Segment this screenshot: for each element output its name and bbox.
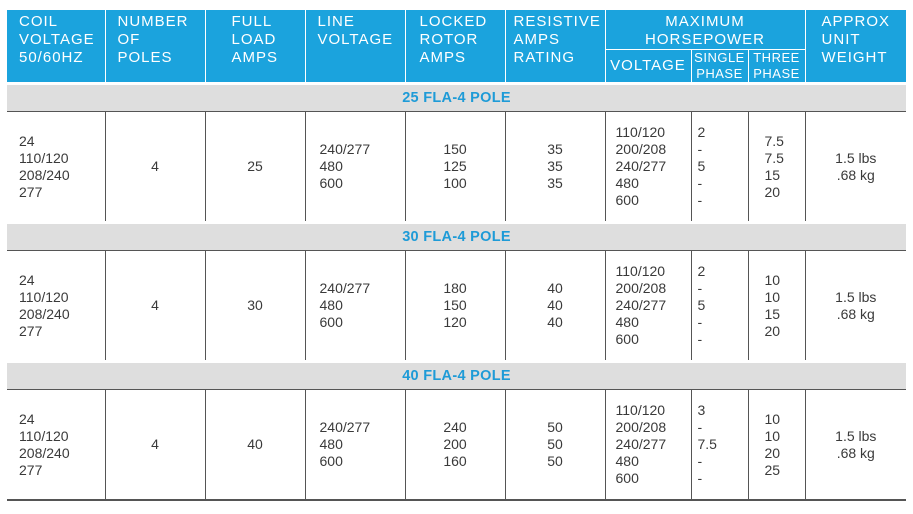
header-maximum-horsepower: MAXIMUM HORSEPOWER (605, 10, 805, 50)
line-voltage-value: 240/277 (319, 419, 371, 435)
three-phase-value: 7.5 (764, 149, 784, 166)
single-phase-value: - (697, 331, 703, 347)
three-phase-value: 20 (764, 444, 781, 461)
weight-value: 1.5 lbs (835, 288, 877, 305)
three-phase-value: 20 (764, 322, 781, 339)
section-header-row (7, 84, 906, 112)
section-title: 30 FLA-4 POLE (7, 223, 906, 251)
hp-voltage-value: 240/277 (615, 297, 667, 313)
hp-voltage-value: 240/277 (615, 436, 667, 452)
single-phase-value: - (697, 453, 703, 469)
hp-voltage-value: 110/120 (615, 124, 666, 140)
three-phase-value: 10 (764, 410, 781, 427)
three-phase-value: 20 (764, 183, 781, 200)
poles-cell: 4 (105, 112, 205, 223)
full-load-amps-cell: 40 (205, 390, 305, 501)
single-phase-value: 5 (697, 297, 706, 313)
single-phase-value: 7.5 (697, 436, 717, 452)
locked-rotor-cell (405, 251, 505, 362)
line-voltage-cell (305, 390, 405, 501)
three-phase-cell (748, 112, 805, 223)
full-load-amps-cell: 25 (205, 112, 305, 223)
line-voltage-value: 240/277 (319, 141, 371, 157)
table-row (7, 251, 906, 362)
weight-value: .68 kg (836, 166, 875, 183)
three-phase-value: 10 (764, 288, 781, 305)
coil-voltage-value: 110/120 (19, 427, 69, 444)
line-voltage-value: 600 (319, 175, 343, 191)
locked-rotor-value: 150 (443, 297, 467, 313)
resistive-amps-value: 50 (547, 453, 563, 469)
hp-voltage-value: 600 (615, 192, 639, 208)
resistive-amps-cell (505, 112, 605, 223)
weight-cell (805, 251, 906, 362)
single-phase-cell (691, 112, 748, 223)
locked-rotor-value: 160 (443, 453, 467, 469)
locked-rotor-cell (405, 112, 505, 223)
three-phase-value: 15 (764, 166, 781, 183)
hp-voltage-value: 480 (615, 314, 639, 330)
coil-voltage-value: 208/240 (19, 305, 70, 322)
resistive-amps-value: 50 (547, 436, 563, 452)
resistive-amps-cell (505, 251, 605, 362)
hp-voltage-cell (605, 251, 691, 362)
hp-voltage-value: 110/120 (615, 263, 666, 279)
weight-value: 1.5 lbs (835, 427, 877, 444)
line-voltage-cell (305, 251, 405, 362)
coil-voltage-value: 208/240 (19, 444, 70, 461)
line-voltage-cell (305, 112, 405, 223)
header-line-voltage: LINE VOLTAGE (305, 10, 405, 84)
coil-voltage-value: 208/240 (19, 166, 70, 183)
hp-voltage-value: 240/277 (615, 158, 667, 174)
three-phase-cell (748, 390, 805, 501)
single-phase-value: - (697, 280, 703, 296)
table-row (7, 390, 906, 501)
coil-voltage-value: 110/120 (19, 149, 69, 166)
weight-value: .68 kg (836, 444, 875, 461)
single-phase-value: 2 (697, 263, 706, 279)
weight-value: 1.5 lbs (835, 149, 877, 166)
coil-voltage-value: 277 (19, 183, 43, 200)
coil-voltage-value: 277 (19, 322, 43, 339)
locked-rotor-value: 150 (443, 141, 467, 157)
three-phase-cell (748, 251, 805, 362)
poles-cell: 4 (105, 251, 205, 362)
hp-voltage-value: 480 (615, 175, 639, 191)
section-title: 25 FLA-4 POLE (7, 84, 906, 112)
header-locked-rotor-amps: LOCKED ROTOR AMPS (405, 10, 505, 84)
single-phase-value: 3 (697, 402, 706, 418)
single-phase-cell (691, 390, 748, 501)
single-phase-value: - (697, 470, 703, 486)
single-phase-cell (691, 251, 748, 362)
hp-voltage-value: 200/208 (615, 419, 667, 435)
locked-rotor-value: 240 (443, 419, 467, 435)
poles-cell: 4 (105, 390, 205, 501)
three-phase-value: 10 (764, 427, 781, 444)
resistive-amps-value: 50 (547, 419, 563, 435)
coil-voltage-value: 277 (19, 461, 43, 478)
hp-voltage-cell (605, 390, 691, 501)
locked-rotor-value: 120 (443, 314, 467, 330)
coil-voltage-value: 24 (19, 410, 35, 427)
single-phase-value: - (697, 314, 703, 330)
table-row (7, 112, 906, 223)
single-phase-value: 2 (697, 124, 706, 140)
hp-voltage-cell (605, 112, 691, 223)
resistive-amps-value: 40 (547, 314, 563, 330)
section-header-row (7, 223, 906, 251)
header-number-of-poles: NUMBER OF POLES (105, 10, 205, 84)
coil-voltage-cell (7, 112, 105, 223)
header-single-phase: SINGLE PHASE (691, 50, 748, 84)
three-phase-value: 25 (764, 461, 781, 478)
header-full-load-amps: FULL LOAD AMPS (205, 10, 305, 84)
header-approx-weight: APPROX UNIT WEIGHT (805, 10, 906, 84)
single-phase-value: - (697, 192, 703, 208)
weight-cell (805, 390, 906, 501)
resistive-amps-value: 40 (547, 297, 563, 313)
coil-voltage-value: 110/120 (19, 288, 69, 305)
three-phase-value: 15 (764, 305, 781, 322)
resistive-amps-value: 40 (547, 280, 563, 296)
line-voltage-value: 480 (319, 158, 343, 174)
header-resistive-amps: RESISTIVE AMPS RATING (505, 10, 605, 84)
locked-rotor-value: 200 (443, 436, 467, 452)
single-phase-value: - (697, 141, 703, 157)
line-voltage-value: 240/277 (319, 280, 371, 296)
header-hp-voltage: VOLTAGE (605, 50, 691, 84)
coil-voltage-cell (7, 390, 105, 501)
single-phase-value: - (697, 175, 703, 191)
resistive-amps-value: 35 (547, 141, 563, 157)
section-title: 40 FLA-4 POLE (7, 362, 906, 390)
header-three-phase: THREE PHASE (748, 50, 805, 84)
single-phase-value: - (697, 419, 703, 435)
locked-rotor-value: 125 (443, 158, 467, 174)
weight-cell (805, 112, 906, 223)
coil-voltage-value: 24 (19, 271, 35, 288)
hp-voltage-value: 200/208 (615, 280, 667, 296)
coil-voltage-cell (7, 251, 105, 362)
resistive-amps-value: 35 (547, 175, 563, 191)
hp-voltage-value: 480 (615, 453, 639, 469)
weight-value: .68 kg (836, 305, 875, 322)
line-voltage-value: 600 (319, 453, 343, 469)
hp-voltage-value: 600 (615, 331, 639, 347)
full-load-amps-cell: 30 (205, 251, 305, 362)
three-phase-value: 7.5 (764, 132, 784, 149)
line-voltage-value: 480 (319, 436, 343, 452)
spec-table (7, 10, 906, 501)
locked-rotor-value: 100 (443, 175, 467, 191)
locked-rotor-cell (405, 390, 505, 501)
three-phase-value: 10 (764, 271, 781, 288)
header-coil-voltage: COIL VOLTAGE 50/60HZ (7, 10, 105, 84)
hp-voltage-value: 600 (615, 470, 639, 486)
section-header-row (7, 362, 906, 390)
line-voltage-value: 480 (319, 297, 343, 313)
coil-voltage-value: 24 (19, 132, 35, 149)
line-voltage-value: 600 (319, 314, 343, 330)
hp-voltage-value: 200/208 (615, 141, 667, 157)
resistive-amps-cell (505, 390, 605, 501)
hp-voltage-value: 110/120 (615, 402, 666, 418)
locked-rotor-value: 180 (443, 280, 467, 296)
single-phase-value: 5 (697, 158, 706, 174)
resistive-amps-value: 35 (547, 158, 563, 174)
